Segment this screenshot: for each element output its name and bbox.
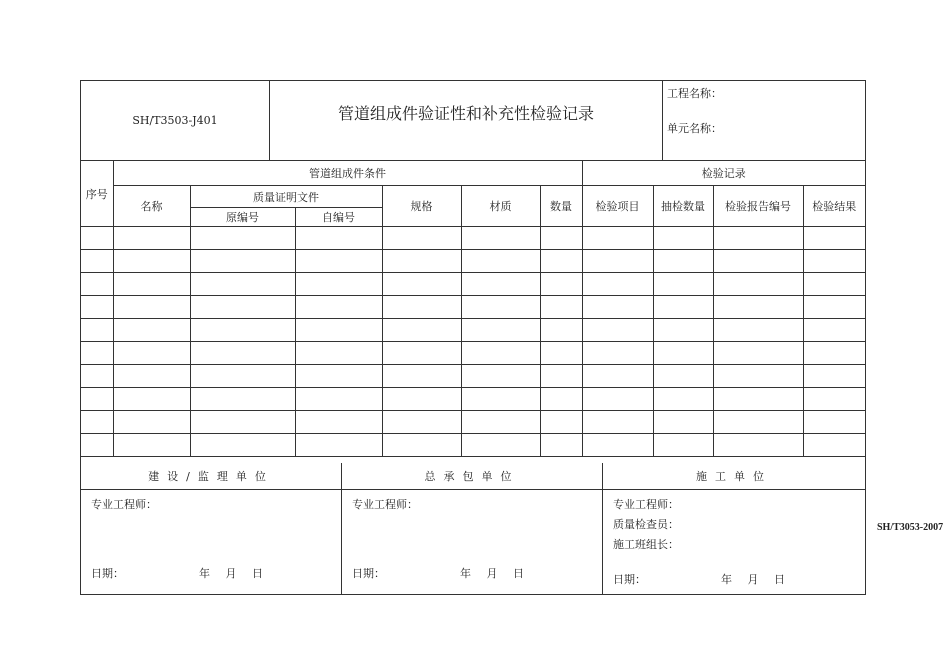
inspect-item-header: 检验项目	[582, 186, 653, 227]
table-cell[interactable]	[113, 411, 190, 434]
table-row	[81, 342, 865, 365]
table-cell[interactable]	[713, 319, 803, 342]
table-cell[interactable]	[461, 388, 540, 411]
table-cell[interactable]	[582, 319, 653, 342]
sample-qty-header: 抽检数量	[653, 186, 713, 227]
table-cell[interactable]	[81, 319, 113, 342]
table-cell[interactable]	[540, 342, 582, 365]
table-cell[interactable]	[113, 388, 190, 411]
qty-header: 数量	[540, 186, 582, 227]
components-header: 管道组成件条件	[113, 161, 582, 186]
engineer-label: 专业工程师：	[613, 498, 679, 511]
construction-signature-cell	[603, 490, 865, 595]
date-label: 日期：	[613, 573, 646, 586]
table-cell[interactable]	[803, 342, 865, 365]
report-no-header: 检验报告编号	[713, 186, 803, 227]
engineer-label: 专业工程师：	[352, 498, 418, 511]
table-cell[interactable]	[295, 319, 382, 342]
contractor-signature-cell	[342, 490, 603, 595]
self-no-header: 自编号	[295, 208, 382, 227]
ymd-label: 年 月 日	[460, 567, 530, 580]
table-cell[interactable]	[81, 365, 113, 388]
table-cell[interactable]	[540, 434, 582, 457]
table-cell[interactable]	[295, 273, 382, 296]
table-cell[interactable]	[461, 434, 540, 457]
table-row	[81, 434, 865, 457]
construction-unit-heading: 施工单位	[603, 463, 865, 490]
table-cell[interactable]	[582, 365, 653, 388]
table-cell[interactable]	[461, 227, 540, 250]
table-row	[81, 273, 865, 296]
table-cell[interactable]	[190, 434, 295, 457]
table-cell[interactable]	[803, 227, 865, 250]
table-cell[interactable]	[653, 250, 713, 273]
table-cell[interactable]	[81, 296, 113, 319]
table-cell[interactable]	[81, 434, 113, 457]
table-cell[interactable]	[190, 227, 295, 250]
table-row	[81, 296, 865, 319]
table-row	[81, 227, 865, 250]
table-cell[interactable]	[582, 388, 653, 411]
table-cell[interactable]	[382, 388, 461, 411]
table-cell[interactable]	[190, 411, 295, 434]
table-cell[interactable]	[653, 319, 713, 342]
table-cell[interactable]	[582, 296, 653, 319]
date-label: 日期：	[91, 567, 124, 580]
table-cell[interactable]	[295, 227, 382, 250]
table-cell[interactable]	[461, 365, 540, 388]
seq-header: 序号	[81, 161, 113, 227]
table-cell[interactable]	[113, 296, 190, 319]
table-cell[interactable]	[295, 250, 382, 273]
table-cell[interactable]	[582, 273, 653, 296]
table-cell[interactable]	[113, 227, 190, 250]
inspection-table	[81, 161, 865, 457]
table-cell[interactable]	[713, 273, 803, 296]
table-cell[interactable]	[713, 365, 803, 388]
table-cell[interactable]	[713, 411, 803, 434]
table-cell[interactable]	[113, 250, 190, 273]
table-cell[interactable]	[540, 365, 582, 388]
table-cell[interactable]	[81, 342, 113, 365]
table-cell[interactable]	[461, 319, 540, 342]
form-code: SH/T3503-J401	[81, 81, 270, 160]
table-cell[interactable]	[653, 227, 713, 250]
table-cell[interactable]	[540, 319, 582, 342]
table-row	[81, 250, 865, 273]
form-meta	[667, 87, 722, 136]
general-contractor-heading: 总承包单位	[342, 463, 603, 490]
table-cell[interactable]	[81, 227, 113, 250]
table-cell[interactable]	[382, 250, 461, 273]
table-cell[interactable]	[113, 365, 190, 388]
table-cell[interactable]	[713, 296, 803, 319]
table-cell[interactable]	[803, 250, 865, 273]
table-cell[interactable]	[461, 342, 540, 365]
table-cell[interactable]	[653, 342, 713, 365]
table-cell[interactable]	[713, 388, 803, 411]
table-cell[interactable]	[81, 411, 113, 434]
table-cell[interactable]	[461, 296, 540, 319]
table-cell[interactable]	[582, 411, 653, 434]
material-header: 材质	[461, 186, 540, 227]
table-cell[interactable]	[803, 273, 865, 296]
table-cell[interactable]	[582, 227, 653, 250]
table-cell[interactable]	[713, 227, 803, 250]
table-cell[interactable]	[113, 319, 190, 342]
table-cell[interactable]	[653, 273, 713, 296]
standard-code: SH/T3053-2007	[877, 522, 944, 533]
table-cell[interactable]	[382, 296, 461, 319]
table-cell[interactable]	[382, 411, 461, 434]
table-cell[interactable]	[803, 434, 865, 457]
result-header: 检验结果	[803, 186, 865, 227]
team-leader-label: 施工班组长：	[613, 538, 679, 551]
form-header	[81, 81, 865, 161]
table-cell[interactable]	[653, 411, 713, 434]
table-cell[interactable]	[582, 434, 653, 457]
table-cell[interactable]	[713, 250, 803, 273]
table-row	[81, 388, 865, 411]
table-cell[interactable]	[81, 250, 113, 273]
unit-name-label: 单元名称：	[667, 122, 722, 135]
table-cell[interactable]	[653, 365, 713, 388]
table-cell[interactable]	[295, 365, 382, 388]
table-cell[interactable]	[113, 434, 190, 457]
owner-supervisor-heading: 建设/监理单位	[81, 463, 342, 490]
table-cell[interactable]	[382, 273, 461, 296]
table-cell[interactable]	[461, 273, 540, 296]
table-cell[interactable]	[382, 365, 461, 388]
table-cell[interactable]	[190, 296, 295, 319]
table-cell[interactable]	[653, 434, 713, 457]
inspector-label: 质量检查员：	[613, 518, 679, 531]
table-cell[interactable]	[540, 273, 582, 296]
engineer-label: 专业工程师：	[91, 498, 157, 511]
table-cell[interactable]	[295, 296, 382, 319]
table-cell[interactable]	[295, 411, 382, 434]
spec-header: 规格	[382, 186, 461, 227]
table-row	[81, 365, 865, 388]
table-cell[interactable]	[295, 388, 382, 411]
table-cell[interactable]	[803, 388, 865, 411]
signature-section	[81, 463, 865, 595]
form-title: 管道组成件验证性和补充性检验记录	[270, 81, 663, 160]
date-label: 日期：	[352, 567, 385, 580]
table-cell[interactable]	[540, 411, 582, 434]
table-cell[interactable]	[653, 296, 713, 319]
table-row	[81, 319, 865, 342]
table-cell[interactable]	[803, 365, 865, 388]
ymd-label: 年 月 日	[199, 567, 269, 580]
table-cell[interactable]	[382, 434, 461, 457]
record-form	[80, 80, 866, 595]
inspection-header: 检验记录	[582, 161, 865, 186]
table-cell[interactable]	[190, 250, 295, 273]
table-cell[interactable]	[803, 411, 865, 434]
table-cell[interactable]	[803, 296, 865, 319]
table-cell[interactable]	[382, 319, 461, 342]
table-cell[interactable]	[190, 342, 295, 365]
table-cell[interactable]	[540, 296, 582, 319]
table-cell[interactable]	[803, 319, 865, 342]
table-cell[interactable]	[190, 388, 295, 411]
table-cell[interactable]	[582, 250, 653, 273]
project-name-label: 工程名称：	[667, 87, 722, 100]
table-cell[interactable]	[190, 319, 295, 342]
table-cell[interactable]	[653, 388, 713, 411]
table-cell[interactable]	[540, 250, 582, 273]
table-cell[interactable]	[81, 273, 113, 296]
table-cell[interactable]	[461, 250, 540, 273]
table-cell[interactable]	[113, 273, 190, 296]
table-cell[interactable]	[190, 365, 295, 388]
quality-doc-header: 质量证明文件	[190, 186, 382, 208]
table-cell[interactable]	[295, 342, 382, 365]
table-cell[interactable]	[461, 411, 540, 434]
table-cell[interactable]	[190, 273, 295, 296]
table-cell[interactable]	[81, 388, 113, 411]
table-cell[interactable]	[582, 342, 653, 365]
table-cell[interactable]	[295, 434, 382, 457]
table-row	[81, 411, 865, 434]
table-cell[interactable]	[713, 434, 803, 457]
table-cell[interactable]	[540, 227, 582, 250]
table-cell[interactable]	[113, 342, 190, 365]
table-cell[interactable]	[540, 388, 582, 411]
ymd-label: 年 月 日	[721, 573, 791, 586]
table-cell[interactable]	[382, 342, 461, 365]
table-cell[interactable]	[713, 342, 803, 365]
orig-no-header: 原编号	[190, 208, 295, 227]
name-header: 名称	[113, 186, 190, 227]
table-cell[interactable]	[382, 227, 461, 250]
owner-signature-cell	[81, 490, 342, 595]
